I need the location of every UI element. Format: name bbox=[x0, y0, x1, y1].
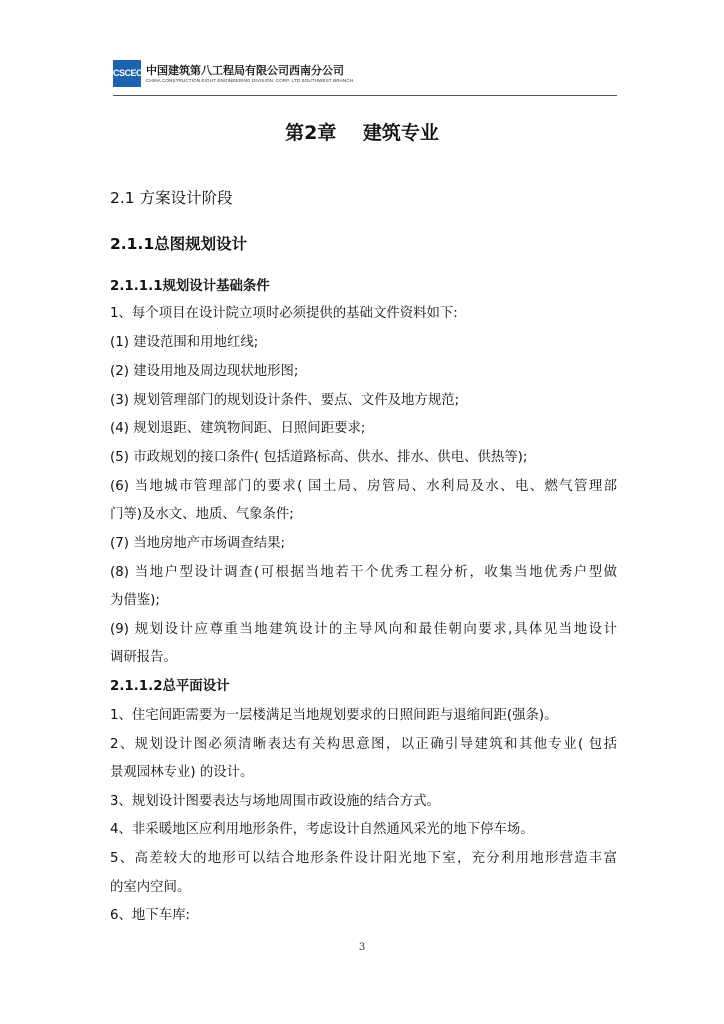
sub2-heading: 2.1.1.2总平面设计 bbox=[110, 679, 230, 694]
paragraph-line: 的室内空间。 bbox=[110, 880, 191, 895]
list-item: (8) 当地户型设计调查(可根据当地若干个优秀工程分析，收集当地优秀户型做 bbox=[110, 565, 617, 580]
section-heading: 2.1 方案设计阶段 bbox=[110, 189, 233, 207]
list-item-continuation: 调研报告。 bbox=[110, 650, 177, 665]
chapter-title: 第2章 建筑专业 bbox=[285, 122, 439, 144]
paragraph-line: 5、高差较大的地形可以结合地形条件设计阳光地下室，充分利用地形营造丰富 bbox=[110, 851, 617, 866]
list-item-continuation: 门等)及水文、地质、气象条件; bbox=[110, 507, 294, 522]
list-item: (6) 当地城市管理部门的要求( 国土局、房管局、水利局及水、电、燃气管理部 bbox=[110, 479, 617, 494]
paragraph-line: 3、规划设计图要表达与场地周围市政设施的结合方式。 bbox=[110, 794, 440, 809]
paragraph-line: 6、地下车库: bbox=[110, 908, 190, 923]
company-logo: CSCEC bbox=[113, 60, 141, 87]
paragraph-line: 4、非采暖地区应利用地形条件，考虑设计自然通风采光的地下停车场。 bbox=[110, 822, 534, 837]
header-rule bbox=[113, 95, 617, 96]
list-item: (2) 建设用地及周边现状地形图; bbox=[110, 364, 299, 379]
paragraph-line: 1、住宅间距需要为一层楼满足当地规划要求的日照间距与退缩间距(强条)。 bbox=[110, 708, 558, 723]
list-item: (3) 规划管理部门的规划设计条件、要点、文件及地方规范; bbox=[110, 393, 460, 408]
list-item: (1) 建设范围和用地红线; bbox=[110, 335, 259, 350]
list-item: (5) 市政规划的接口条件( 包括道路标高、供水、排水、供电、供热等); bbox=[110, 450, 528, 465]
letterhead bbox=[113, 58, 613, 92]
sub1-heading: 2.1.1.1规划设计基础条件 bbox=[110, 279, 270, 294]
company-name-cn: 中国建筑第八工程局有限公司西南分公司 bbox=[146, 64, 344, 77]
paragraph-line: 1、每个项目在设计院立项时必须提供的基础文件资料如下: bbox=[110, 306, 458, 321]
paragraph-line: 2、规划设计图必须清晰表达有关构思意图，以正确引导建筑和其他专业( 包括 bbox=[110, 737, 617, 752]
list-item: (9) 规划设计应尊重当地建筑设计的主导风向和最佳朝向要求,具体见当地设计 bbox=[110, 622, 617, 637]
list-item: (4) 规划退距、建筑物间距、日照间距要求; bbox=[110, 421, 366, 436]
page-number: 3 bbox=[358, 942, 366, 953]
list-item: (7) 当地房地产市场调查结果; bbox=[110, 536, 286, 551]
subsection-heading: 2.1.1总图规划设计 bbox=[110, 235, 248, 253]
list-item-continuation: 为借鉴); bbox=[110, 593, 160, 608]
company-name-en: CHINA CONSTRUCTION EIGHT ENGINEERING DIVISION. CORP. LTD SOUTHWEST BRANCH bbox=[146, 78, 354, 83]
paragraph-line: 景观园林专业) 的设计。 bbox=[110, 765, 254, 780]
